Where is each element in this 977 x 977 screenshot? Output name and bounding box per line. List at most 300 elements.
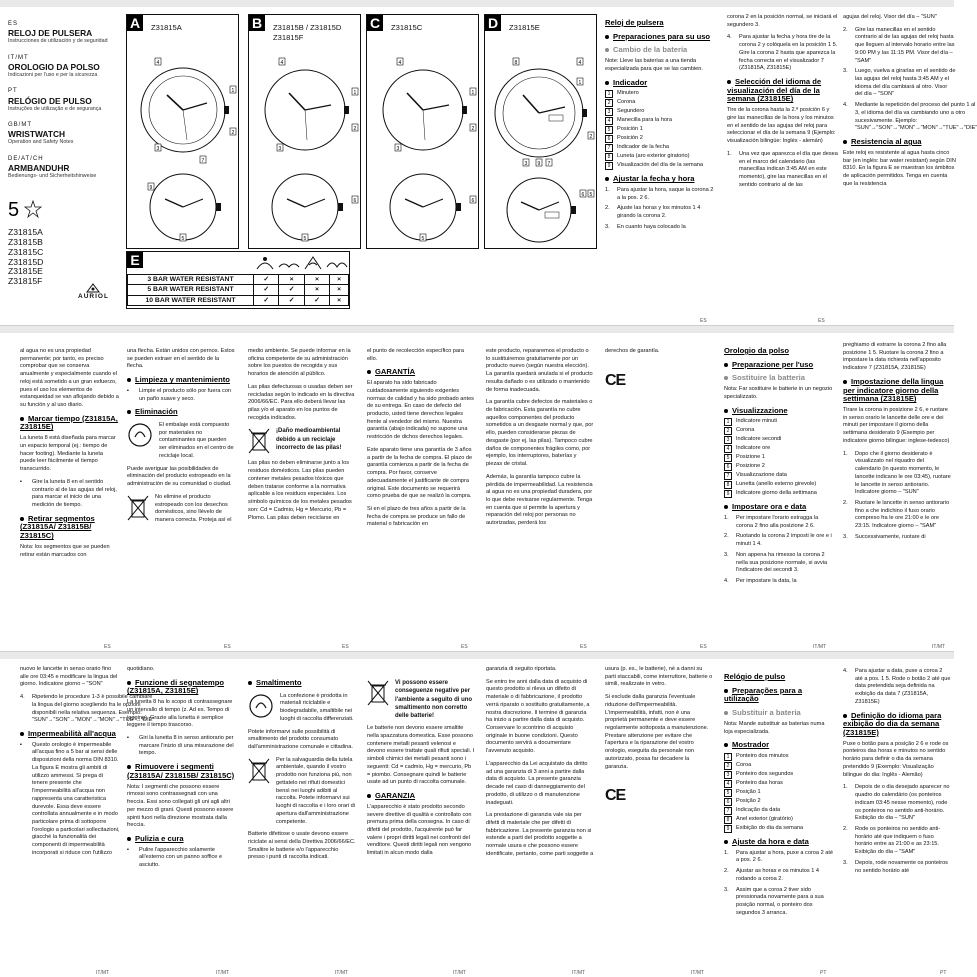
list-item: 1. Depois de o dia desejado aparecer no quadro do calendário (os ponteiros indicam 03:45 nesse momento), rode os ponteiros no sentido anti-horário. Exibição do dia – "SUN" (843, 784, 950, 822)
list-item: 1. Para ajustar la hora, saque la corona 2 a la pos. 2 6. (605, 187, 714, 201)
paragraph: La lunetta 8 ha lo scopo di contrassegnare un intervallo di tempo (z. Ad es. Tempo di jogging). Grazie alla lunetta è semplice leggere il tempo trascorso. (127, 699, 233, 729)
watch-diagram-c (367, 15, 480, 250)
heading: Limpieza y mantenimiento (127, 376, 235, 385)
product-title: RELÓGIO DE PULSO (8, 95, 92, 106)
product-title: ARMBANDUHR (8, 162, 70, 173)
paragraph: Si en el plazo de tres años a partir de la fecha de compra se produce un fallo de material o fabricación en (367, 505, 466, 528)
list-item: 6 Posição 2 (724, 798, 834, 806)
heading: Eliminación (127, 408, 235, 417)
list-item: 1 Indicatore minuti (724, 418, 834, 426)
heading: Pulizia e cura (127, 835, 235, 844)
section-title: Reloj de pulsera (605, 18, 664, 27)
svg-text:3: 3 (396, 146, 400, 152)
paragraph: una flecha. Están unidos con pernos. Estos se pueden extraer en el sentido de la flecha. (127, 348, 235, 370)
watch-diagram-b (249, 15, 362, 250)
heading: Preparaciones para su uso (605, 33, 718, 42)
svg-text:6: 6 (581, 192, 585, 198)
list-item: 1. Per impostare l'orario estragga la corona 2 fino alla posizione 2 6. (724, 515, 819, 529)
recycle-block (127, 422, 235, 461)
model-number: Z31815A (8, 226, 43, 237)
list-item: 8 Anel exterior (giratório) (724, 816, 834, 824)
paragraph: este producto, repararemos el producto o lo sustituiremos gratuitamente por un producto nuevo (según nuestra elección). La garantía quedará anulada si el producto resulta dañado o es utilizado o mantenido de forma inadecuada. (486, 348, 593, 393)
text-column (248, 674, 356, 867)
svg-text:4: 4 (156, 60, 160, 66)
svg-text:1: 1 (471, 90, 475, 96)
heading: Preparazione per l'uso (724, 361, 834, 370)
steps-list (20, 694, 155, 725)
svg-text:6: 6 (471, 198, 475, 204)
list-item: 4. Mediante la repetición del proceso del punto 1 al 3, el idioma del día va cambiando uno a otro sucesivamente. Ejemplo: "SUN"→"SON"→"MON"→"MON"→"TUE"→"DIE" (843, 102, 977, 132)
language-flags: GB/MT (8, 121, 32, 128)
table-cell: × (304, 285, 329, 295)
paragraph: Tire de la corona hasta la 2.ª posición 6 y gire las manecillas de la hora y los minutos en el sentido de las agujas del reloj para seleccionar el día de la semana 9 (Ejemplo: visualización bilingüe: Inglés - alemán) (727, 107, 836, 145)
heading: Sostituire la batteria (724, 374, 834, 383)
svg-text:1: 1 (231, 88, 235, 94)
model-list (8, 228, 120, 287)
crossed-bin-icon (248, 757, 270, 785)
watch-diagram-a (127, 15, 240, 250)
heading: Retirar segmentos (Z31815A/ Z31815B/ Z31815C) (20, 513, 95, 541)
list-item: 4. Per impostare la data, la (724, 578, 797, 585)
table-cell: × (330, 275, 349, 285)
sheet-3 (0, 652, 954, 977)
heading: Ajustar la fecha y hora (605, 175, 718, 184)
title-block-es (8, 20, 120, 46)
watch-diagram-d (485, 15, 598, 250)
table-row (128, 285, 349, 295)
sheet-top-strip (0, 326, 954, 333)
crossed-bin-icon (248, 427, 270, 455)
paragraph: Nota: I segmenti che possono essere rimossi sono contrassegnati con una freccia. Essi sono collegati gli uni agli altri per mezzo di grani. Questi possono essere spinti fuori nella direzione mostrata dalla freccia. (127, 783, 234, 829)
paragraph: L'apparecchio è stato prodotto secondo severe direttive di qualità e controllato con premura prima della consegna. In caso di difetti del prodotto, l'acquirente può far valere i propri diritti legali nei confronti del venditore. Questi diritti legali non vengono limitati in alcun modo dalla (367, 803, 472, 857)
warranty-star-icon (8, 198, 48, 220)
svg-text:3: 3 (156, 146, 160, 152)
text-column (367, 348, 475, 534)
svg-text:2: 2 (231, 130, 235, 136)
title-block-it (8, 54, 120, 80)
model-number: Z31815E (8, 266, 43, 277)
heading: GARANZIA (367, 792, 475, 801)
paragraph: Este aparato tiene una garantía de 3 años a partir de la fecha de compra. El plazo de garantía comienza a partir de la fecha de compra. Por favor, conserve adecuadamente el justificante de compra original. Este documento se requerirá como prueba de que se realizó la compra. (367, 446, 473, 500)
paragraph: La garantía cubre defectos de materiales o de fabricación. Esta garantía no cubre aquellos componentes del producto sometidos a un desgaste normal y que, por ello, pueden considerarse piezas de desgaste (por ej. las pilas). Tampoco cubre daños de componentes frágiles como, por ejemplo, los interruptores, baterías y piezas de cristal. (486, 399, 594, 468)
product-subtitle: Operation and Safety Notes (8, 139, 74, 146)
list-item: 3. Depois, rode novamente os ponteiros no sentido horário até (843, 859, 948, 874)
indicator-list (724, 753, 834, 833)
list-item: 4. Para ajustar a data, puxe a coroa 2 até a pos. 1 5. Rode o botão 2 até que data pretendida seja definida na exibição da data 7 (Z31815A, Z31815E) (843, 668, 951, 705)
model-number: Z31815F (8, 276, 43, 287)
text-column (605, 348, 713, 406)
list-item: 5 Posición 1 (605, 126, 718, 134)
list-item: 8 Luneta (aro exterior giratorio) (605, 153, 718, 161)
title-block-pt (8, 87, 120, 113)
paragraph: Note: Lleve las baterías a una tienda especializada para que se las cambien. (605, 58, 703, 72)
svg-text:5: 5 (589, 192, 593, 198)
text-column (843, 668, 951, 878)
table-cell: 10 BAR WATER RESISTANT (128, 295, 254, 305)
page-number: IT/MT (932, 644, 946, 650)
model-number: Z31815B (8, 236, 43, 247)
svg-text:2: 2 (471, 126, 475, 132)
panel-letter: C (367, 15, 383, 31)
list-item: 3. En cuanto haya colocado la (605, 223, 686, 230)
water-resistance-panel (126, 251, 350, 309)
heading: Resistencia al agua (843, 138, 956, 147)
panel-model: Z31815B / Z31815D Z31815F (273, 23, 342, 43)
list-item: ▪ Limpie el producto sólo por fuera con un paño suave y seco. (127, 387, 232, 402)
panel-model: Z31815E (509, 23, 540, 32)
page-number: ES (580, 644, 587, 650)
paragraph: Potete informarvi sulle possibilità di smaltimento del prodotto consumato dall'amministrazione comunale e cittadina. (248, 728, 353, 751)
page-number: PT (820, 970, 827, 976)
heading: Substituir a bateria (724, 709, 834, 718)
paragraph: nuovo le lancette in senso orario fino alle ore 03:45 e modificare la lingua del giorno. Indicatore giorno – "SON" (20, 666, 118, 688)
disposal-block (127, 494, 235, 525)
warning-text: Vi possono essere conseguenze negative per l'ambiente a seguito di uno smaltimento non corretto delle batterie! (395, 680, 473, 720)
table-cell: ✓ (279, 295, 304, 305)
svg-text:5: 5 (421, 236, 425, 242)
ce-mark: CE (605, 371, 626, 389)
list-item: 6 Posición 2 (605, 135, 718, 143)
figure-panel-d (484, 14, 597, 249)
svg-text:6: 6 (353, 198, 357, 204)
svg-text:3: 3 (524, 161, 528, 167)
paragraph: La luneta 8 está diseñada para marcar un espacio temporal (ej.: tiempo de hacer footing). Mediante la luneta puede leer fácilmente el tiempo transcurrido. (20, 435, 116, 473)
indicator-list (724, 418, 834, 498)
table-cell: ✓ (254, 295, 279, 305)
heading: Funzione di segnatempo (Z31815A, Z31815E) (127, 677, 225, 696)
paragraph: preghiamo di estrarre la corona 2 fino alla posizione 1 5. Ruotare la corona 2 fino a impostare la data richiesta nell'apposito indicatore 7 (Z31815A, Z31815E) (843, 342, 947, 372)
page-number: IT/MT (96, 970, 110, 976)
language-flags: IT/MT (8, 54, 29, 61)
text-column (605, 666, 713, 821)
page-number: ES (700, 318, 707, 324)
indicator-list (605, 90, 718, 170)
paragraph: Puxe o botão para a posição 2 6 e rode os ponteiros das horas e minutos no sentido horário para definir o dia da semana pretendido 9 (Exemplo: Visualização bilingue do dia: Inglês - Alemão) (843, 740, 949, 778)
panel-letter: A (127, 15, 143, 31)
table-cell: ✓ (304, 295, 329, 305)
bullet-list (127, 847, 235, 870)
svg-text:5: 5 (8, 199, 20, 222)
page-number: ES (224, 644, 231, 650)
sheet-top-strip (0, 0, 954, 7)
list-item: 7 Visualizzazione data (724, 472, 834, 480)
warning-text: ¡Daño medioambiental debido a un reciclaje incorrecto de las pilas! (276, 428, 342, 451)
table-cell: ✓ (279, 285, 304, 295)
list-item: 9 Visualización del día de la semana (605, 162, 718, 170)
paragraph: Además, la garantía tampoco cubre la pérdida de impermeabilidad. La resistencia al agua no es una propiedad duradera, por lo que debe revisarse regularmente. Tenga en cuenta que si permite la apertura y reparación del reloj por personas no autorizadas, perderá los (486, 473, 593, 527)
table-cell: × (330, 285, 349, 295)
paragraph: La confezione è prodotta in materiali riciclabile e biodegradabile, smaltibile nei luoghi di raccolta differenziati. (280, 692, 354, 722)
list-item: 3. Assim que a coroa 2 tiver sido pressionada novamente para a sua posição normal, o ponteiro dos segundos 3 arranca. (724, 886, 824, 916)
svg-text:2: 2 (353, 126, 357, 132)
svg-text:1: 1 (353, 90, 357, 96)
paragraph: Nota: los segmentos que se pueden retirar están marcados con (20, 543, 110, 558)
paragraph: Nota: Far sostituire le batterie in un negozio specializzato. (724, 386, 833, 400)
svg-text:1: 1 (578, 80, 582, 86)
heading: Ajuste da hora e data (724, 838, 834, 847)
paragraph: Batterie difettose o usate devono essere riciclate ai sensi della Direttiva 2006/66/EC. Smaltire le batterie e/o l'apparecchio presso i punti di raccolta indicati. (248, 831, 356, 861)
paragraph: Tirare la corona in posizione 2 6, e ruotare in senso orario le lancette delle ore e dei minuti per impostare il giorno della settimana desiderato 9 (Esempio per indicatore giorno bilingue: inglese-tedesco) (843, 407, 950, 444)
svg-text:7: 7 (547, 161, 551, 167)
list-item: 2. Ajuste las horas y los minutos 1 4 girando la corona 2. (605, 205, 701, 220)
ce-mark: CE (605, 787, 626, 805)
paragraph: medio ambiente. Se puede informar en la oficina competente de su administración sobre los puestos de recogida y sus horarios de atención al público. (248, 348, 351, 378)
text-column (127, 348, 235, 530)
list-item: 7 Indicação da data (724, 807, 834, 815)
text-column (486, 666, 594, 864)
page-number: ES (818, 318, 825, 324)
paragraph: agujas del reloj. Visor del día – "SUN" (843, 14, 937, 20)
heading: GARANTÍA (367, 368, 475, 377)
page-number: IT/MT (572, 970, 586, 976)
svg-text:5: 5 (181, 236, 185, 242)
page-number: IT/MT (691, 970, 705, 976)
section-title: Relógio de pulso (724, 672, 786, 681)
panel-letter: D (485, 15, 501, 31)
list-item: 7 Indicador de la fecha (605, 144, 718, 152)
language-flags: DE/AT/CH (8, 155, 44, 162)
svg-text:5: 5 (303, 236, 307, 242)
heading: Smaltimento (248, 679, 356, 688)
paragraph: derechos de garantía. (605, 348, 660, 354)
list-item: 2. Gire las manecillas en el sentido contrario al de las agujas del reloj hasta que lleguen al intervalo horario entre las 9:00 PM y las 11:15 PM. Visor del día – "SAM" (843, 26, 955, 64)
text-column (127, 666, 235, 873)
list-item: 1 Ponteiro dos minutos (724, 753, 834, 761)
paragraph: El embalaje está compuesto por materiales no contaminantes que pueden ser eliminados en el centro de reciclaje local. (159, 422, 234, 459)
paragraph: Puede averiguar las posibilidades de eliminación del producto estropeado en la administración de su comunidad o ciudad. (127, 465, 232, 488)
list-item: 6 Posizione 2 (724, 463, 834, 471)
paragraph: usura (p. es., le batterie), né a danni su parti staccabili, come interruttore, batterie o simili, realizzate in vetro. (605, 666, 713, 688)
table-cell: 3 BAR WATER RESISTANT (128, 275, 254, 285)
figure-panel-c (366, 14, 479, 249)
brand-logo (78, 283, 109, 302)
page-number: IT/MT (216, 970, 230, 976)
paragraph: Le batterie non devono essere smaltite nella spazzatura domestica. Esse possono contenere metalli pesanti velenosi e devono essere trattate quali rifiuti speciali. I simboli chimici dei metalli pesanti sono i seguenti: Cd = cadmio, Hg = mercurio, Pb = piombo. Consegnare quindi le batterie usate ad un punto di raccolta comunale. (367, 725, 475, 786)
page-number: IT/MT (813, 644, 827, 650)
svg-text:9: 9 (537, 161, 541, 167)
list-item: 4 Indicatore ore (724, 445, 834, 453)
panel-model: Z31815A (151, 23, 182, 32)
warning-block (367, 679, 475, 720)
steps-list (843, 668, 951, 707)
sheet-2 (0, 326, 954, 651)
paragraph: Se entro tre anni dalla data di acquisto di questo prodotto si rileva un difetto di materiale o di fabbricazione, il prodotto verrà riparato o sostituito gratuitamente, a nostra discrezione. Il termine di garanzia ha inizio a partire dalla data di acquisto. Conservare lo scontrino di acquisto originale in buone condizioni. Questo documento servirà a documentare l'avvenuto acquisto. (486, 678, 590, 755)
title-block-de (8, 155, 120, 181)
heading: Impermeabilità all'acqua (20, 730, 120, 739)
page-number: ES (700, 644, 707, 650)
figure-panel-a (126, 14, 239, 249)
steps-list (727, 151, 840, 190)
heading: Indicador (605, 79, 718, 88)
steps-list (843, 451, 951, 542)
bullet-list (20, 742, 120, 858)
page-number: IT/MT (335, 970, 349, 976)
text-column (843, 342, 951, 545)
heading: Selección del idioma de visualización del día de la semana (Z31815E) (727, 77, 822, 104)
heading: Impostare ora e data (724, 503, 834, 512)
list-item: 3 Segundero (605, 108, 718, 116)
product-title: WRISTWATCH (8, 129, 66, 140)
list-item: 2. Rode os ponteiros no sentido anti-horário até que indiquem o fuso horário entre as 21:00 e as 23:15. Exibição do dia – "SAM" (843, 825, 941, 856)
panel-letter: B (249, 15, 265, 31)
svg-text:4: 4 (578, 60, 582, 66)
table-cell: × (279, 275, 304, 285)
list-item: 1 Minutero (605, 90, 718, 98)
water-resistance-table (127, 274, 349, 306)
language-flags: PT (8, 88, 18, 95)
sheet-top-strip (0, 652, 954, 659)
paragraph: El aparato ha sido fabricado cuidadosamente siguiendo exigentes normas de calidad y ha sido probado antes de su entrega. En caso de defecto del producto, usted tiene derechos legales frente al vendedor del mismo. Nuestra garantía (abajo indicada) no supone una restricción de dichos derechos legales. (367, 380, 474, 441)
table-cell: ✓ (254, 275, 279, 285)
steps-list (724, 515, 834, 586)
text-column (727, 14, 840, 192)
svg-text:4: 4 (398, 60, 402, 66)
list-item: 3 Indicatore secondi (724, 436, 834, 444)
text-column (486, 348, 594, 533)
paragraph: Las pilas defectuosas o usadas deben ser recicladas según lo indicado en la directiva 2006/66/EC. Para ello deberá llevar las pilas y/o el aparato en los puntos de recogida indicados. (248, 383, 355, 421)
list-item: 3 Ponteiro dos segundos (724, 771, 834, 779)
svg-text:9: 9 (149, 185, 153, 191)
list-item: 3. Successivamente, ruotare di (843, 533, 926, 540)
recycle-icon (248, 693, 274, 719)
table-row (128, 275, 349, 285)
list-item: 8 Lunetta (anello esterno girevole) (724, 481, 834, 489)
list-item: ▪ Questo orologio è impermeabile all'acqua fino a 5 bar ai sensi delle disposizioni della norma DIN 8310. La figura E mostra gli ambiti di utilizzo ammessi. Si prega di tenere presente che l'impermeabilità all'acqua non rappresenta una caratteristica durevole. Essa deve essere controllata annualmente e in modo particolare prima di sottoporre l'orologio a particolari sollecitazioni, giacché la funzionalità dei componenti di impermeabilità incorporati si riduce con l'utilizzo (20, 741, 120, 856)
steps-list (724, 850, 834, 918)
paragraph: Nota: Mande substituir as baterias numa loja especializada. (724, 720, 825, 735)
paragraph: Si esclude dalla garanzia l'eventuale riduzione dell'impermeabilità. L'impermeabilità, infatti, non è una proprietà permanente e deve essere regolarmente sottoposta a manutenzione. Prestare attenzione per evitare che l'apertura e la riparazione del vostro orologio, eseguita da personale non autorizzato, possa far decadere la garanzia. (605, 694, 709, 770)
paragraph: L'apparecchio da Lei acquistato da diritto ad una garanzia di 3 anni a partire dalla data di acquisto. La presente garanzia decade nel caso di danneggiamento del prodotto, di utilizzo o di manutenzione inadeguati. (486, 760, 588, 806)
brand-name: AURIOL (78, 293, 109, 300)
figure-panel-b (248, 14, 361, 249)
table-cell: × (304, 275, 329, 285)
list-item: 1. Una vez que aparezca el día que desea en el marco del calendario (las manecillas indican 3:45 AM en este momento), gire las manecillas en el sentido contrario al de las (727, 150, 838, 188)
paragraph: al agua no es una propiedad permanente; por tanto, es preciso comprobar que se conserva anualmente y especialmente cuando el reloj está sometido a un gran esfuerzo, pues el uso los elementos de estanqueidad se van aflojando debido a su función y al uso diario. (20, 348, 119, 409)
list-item: 5 Posizione 1 (724, 454, 834, 462)
heading: Cambio de la batería (605, 46, 718, 55)
list-item: 2. Ruotando la corona 2 imposti le ore e i minuti 1 4. (724, 533, 832, 548)
product-subtitle: Bedienungs- und Sicherheitshinweise (8, 172, 97, 179)
panel-model: Z31815C (391, 23, 423, 32)
model-number: Z31815C (8, 246, 44, 257)
product-title: RELOJ DE PULSERA (8, 28, 93, 39)
title-block-gb (8, 121, 120, 147)
list-item: 5 Posição 1 (724, 789, 834, 797)
recycle-block (248, 693, 356, 724)
text-column (248, 348, 356, 527)
text-column (367, 674, 475, 863)
bullet-list (20, 479, 120, 510)
paragraph: Per la salvaguardia della tutela ambientale, quando il vostro prodotto non funziona più, non gettatelo nei rifiuti domestici bensì nei luoghi adibiti al raccolta. Potete informarvi sui luoghi di raccolta e i loro orari di apertura dall'amministrazione competente. (276, 756, 355, 825)
paragraph: quotidiano. (127, 666, 155, 672)
steps-list (727, 34, 840, 73)
page-number: PT (940, 970, 947, 976)
table-row (128, 295, 349, 305)
list-item: 2 Coroa (724, 762, 834, 770)
list-item: 2 Corona (724, 427, 834, 435)
paragraph: corona 2 en la posición normal, se iniciará el segundero 3. (727, 14, 838, 28)
recycle-icon (127, 422, 153, 448)
steps-list (843, 784, 951, 875)
paragraph: No elimine el producto estropeado con los desechos domésticos, sino llévelo de manera correcta. Proteja así el (155, 493, 232, 523)
text-column (843, 14, 977, 193)
warning-block (248, 427, 356, 455)
paragraph: La prestazione di garanzia vale sia per difetti di materiale che per difetti di fabbricazione. La presente garanzia non si estende a parti del prodotto soggette a normale usura e che possono essere identificate, pertanto, come parti soggette a (486, 812, 594, 857)
heading: Visualizzazione (724, 407, 834, 416)
heading: Impostazione della lingua per indicatore giorno della settimana (Z31815E) (843, 376, 944, 404)
model-number: Z31815D (8, 256, 44, 267)
svg-text:8: 8 (514, 60, 518, 66)
list-item: 9 Indicatore giorno della settimana (724, 490, 834, 498)
crossed-bin-icon (127, 494, 149, 522)
list-item: 1. Dopo che il giorno desiderato è visualizzato nel riquadro del calendario (in questo momento, le lancette indicano le ore 03:45), ruotare le lancette in senso antiorario. Indicatore giorno – "SUN" (843, 450, 951, 496)
cover-column (8, 14, 120, 287)
paragraph: Las pilas no deben eliminarse junto a los residuos domésticos. Las pilas pueden contener metales pesados tóxicos que deben tratarse conforme a la normativa aplicable a los residuos especiales. Los símbolo químicos de los metales pesados son: Cd = Cadmio, Hg = Mercurio, Pb = Plomo. Las pilas deben reciclarse en (248, 460, 352, 521)
table-cell: 5 BAR WATER RESISTANT (128, 285, 254, 295)
text-column (605, 14, 718, 235)
svg-text:3: 3 (278, 146, 282, 152)
table-cell: ✓ (254, 285, 279, 295)
page-number: IT/MT (453, 970, 467, 976)
text-column (20, 348, 120, 564)
product-subtitle: Instruções de utilização e de segurança (8, 105, 102, 112)
heading: Preparações para a utilização (724, 685, 803, 704)
product-subtitle: Instrucciones de utilización y de seguridad (8, 38, 108, 45)
list-item: 4. Ripetendo le procedure 1-3 è possibile cambiare la lingua del giorno scegliendo fra le opzioni disponibili nella relativa sequenza. Esempio: "SUN"→"SON"→"MON"→"MON"→"TUE"→"DIE" (20, 694, 155, 724)
panel-letter: E (127, 252, 143, 268)
list-item: 2. Ruotare le lancette in senso antiorario fino a che indichino il fuso orario compreso fra le ore 21:00 e le ore 23:15. Indicatore giorno – "SAM" (843, 499, 950, 530)
heading: Rimuovere i segmenti (Z31815A/ Z31815B/ Z31815C) (127, 762, 235, 780)
text-column (724, 668, 834, 921)
heading: Mostrador (724, 741, 834, 750)
page-number: ES (104, 644, 111, 650)
product-subtitle: Indicazioni per l'uso e per la sicurezza (8, 71, 98, 78)
page-number: ES (461, 644, 468, 650)
heading: Definição do idioma para exibição do dia da semana (Z31815E) (843, 710, 942, 738)
heading: Marcar tiempo (Z31815A, Z31815E) (20, 413, 118, 432)
list-item: 4 Manecilla para la hora (605, 117, 718, 125)
section-title: Orologio da polso (724, 346, 789, 355)
list-item: 2 Corona (605, 99, 718, 107)
list-item: 2. Ajustar as horas e os minutos 1 4 rodando a coroa 2. (724, 868, 820, 882)
crossed-bin-icon (367, 679, 389, 707)
paragraph: Este reloj es resistente al agua hasta cinco bar (en inglés: bar water resistant) según DIN 8310. En la figura E se muestran los ámbitos de aplicación permitidos. Tenga en cuenta que la resistencia (843, 149, 956, 187)
paragraph: el punto de recolección específico para ello. (367, 348, 465, 362)
water-activity-icons (253, 253, 473, 273)
bullet-list (127, 735, 235, 758)
steps-list (605, 187, 718, 232)
page-number: ES (342, 644, 349, 650)
disposal-block (248, 757, 356, 826)
list-item: 4 Ponteiro das horas (724, 780, 834, 788)
table-cell: × (330, 295, 349, 305)
list-item: ▪ Giri la lunetta 8 in senso antiorario per marcare l'inizio di una misurazione del tempo. (127, 735, 234, 757)
list-item: 9 Exibição do dia da semana (724, 825, 834, 833)
list-item: 3. Non appena ha rimesso la corona 2 nella sua posizione normale, si avvia l'indicatore dei secondi 3. (724, 551, 828, 574)
list-item: 1. Para ajustar a hora, puxe a coroa 2 até a pos. 2 6. (724, 849, 834, 864)
svg-text:2: 2 (589, 134, 593, 140)
list-item: ▪ Pulire l'apparecchio solamente all'esterno con un panno soffice e asciutto. (127, 846, 223, 869)
bullet-list (127, 388, 235, 403)
text-column (724, 342, 834, 589)
sheet-1 (0, 0, 977, 325)
list-item: ▪ Gire la luneta 8 en el sentido contrario al de las agujas del reloj, para marcar el inicio de una medición de tiempo. (20, 478, 117, 508)
paragraph: garanzia di seguito riportata. (486, 666, 557, 672)
list-item: 4. Para ajustar la fecha y hora tire de la corona 2 y colóquela en la posición 1 5. Gire la corona 2 hasta que aparezca la fecha correcta en el visualizador 7 (Z31815A, Z31815E) (727, 34, 838, 72)
svg-text:7: 7 (201, 158, 205, 164)
steps-list (843, 26, 977, 133)
svg-text:4: 4 (280, 60, 284, 66)
